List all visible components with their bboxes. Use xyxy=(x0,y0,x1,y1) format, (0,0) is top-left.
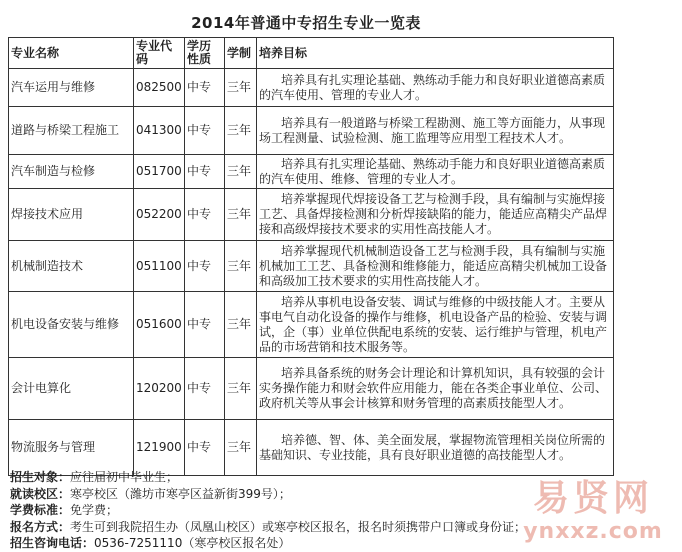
study-duration: 三年 xyxy=(225,420,257,476)
study-duration: 三年 xyxy=(225,292,257,358)
header-goal: 培养目标 xyxy=(257,38,614,69)
training-goal: 培养掌握现代焊接设备工艺与检测手段，具有编制与实施焊接工艺、具备焊接检测和分析焊接缺陷的能力，能适应高精尖产品焊接和高级焊接技术要求的实用性高技能人才。 xyxy=(257,189,614,241)
table-row xyxy=(9,241,614,292)
education-level: 中专 xyxy=(185,358,225,420)
table-header-row xyxy=(9,38,614,69)
education-level: 中专 xyxy=(185,107,225,155)
header-major: 专业名称 xyxy=(9,38,134,69)
major-code: 121900 xyxy=(134,420,185,476)
major-name: 机电设备安装与维修 xyxy=(9,292,134,358)
table-row xyxy=(9,155,614,189)
major-name: 汽车制造与检修 xyxy=(9,155,134,189)
info-value: 免学费； xyxy=(70,503,119,518)
major-name: 汽车运用与维修 xyxy=(9,69,134,107)
table-row xyxy=(9,420,614,476)
study-duration: 三年 xyxy=(225,69,257,107)
education-level: 中专 xyxy=(185,155,225,189)
major-code: 051700 xyxy=(134,155,185,189)
majors-table xyxy=(8,37,614,476)
major-code: 051600 xyxy=(134,292,185,358)
header-level: 学历性质 xyxy=(185,38,225,69)
education-level: 中专 xyxy=(185,420,225,476)
major-code: 051100 xyxy=(134,241,185,292)
education-level: 中专 xyxy=(185,241,225,292)
page-title: 2014年普通中专招生专业一览表 xyxy=(191,14,421,32)
header-code: 专业代码 xyxy=(134,38,185,69)
study-duration: 三年 xyxy=(225,155,257,189)
major-name: 机械制造技术 xyxy=(9,241,134,292)
info-label: 招生对象： xyxy=(10,470,71,484)
info-label: 报名方式： xyxy=(10,519,71,534)
major-name: 物流服务与管理 xyxy=(9,420,134,476)
table-row xyxy=(9,358,614,420)
training-goal: 培养德、智、体、美全面发展，掌握物流管理相关岗位所需的基础知识、专业技能，具有良好职业道德的高技能型人才。 xyxy=(257,420,614,476)
info-label: 就读校区： xyxy=(10,486,71,501)
watermark-text: 易贤网 xyxy=(532,478,653,519)
table-row xyxy=(9,189,614,241)
info-value: 考生可到我院招生办（凤凰山校区）或寒亭校区报名，报名时须携带户口簿或身份证； xyxy=(70,519,527,534)
table-row xyxy=(9,107,614,155)
major-code: 052200 xyxy=(134,189,185,241)
info-value: 0536-7251110（寒亭校区报名处） xyxy=(94,536,291,551)
study-duration: 三年 xyxy=(225,107,257,155)
education-level: 中专 xyxy=(185,292,225,358)
training-goal: 培养掌握现代机械制造设备工艺与检测手段，具有编制与实施机械加工工艺、具备检测和维修能力，能适应高精尖机械加工设备和高级加工技术要求的实用性高技能人才。 xyxy=(257,241,614,292)
table-row xyxy=(9,292,614,358)
training-goal: 培养从事机电设备安装、调试与维修的中级技能人才。主要从事电气自动化设备的操作与维修，机电设备产品的检验、安装与调试，企（事）业单位供配电系统的安装、运行维护与管理，机电产品的市场营销和技术服务等。 xyxy=(257,292,614,358)
study-duration: 三年 xyxy=(225,189,257,241)
table-row xyxy=(9,69,614,107)
info-label: 招生咨询电话： xyxy=(10,536,95,551)
education-level: 中专 xyxy=(185,189,225,241)
info-label: 学费标准： xyxy=(10,503,71,518)
major-name: 焊接技术应用 xyxy=(9,189,134,241)
training-goal: 培养具有一般道路与桥梁工程勘测、施工等方面能力，从事现场工程测量、试验检测、施工监理等应用型工程技术人才。 xyxy=(257,107,614,155)
major-name: 道路与桥梁工程施工 xyxy=(9,107,134,155)
watermark-url: ynxxz.com xyxy=(523,519,663,544)
training-goal: 培养具有扎实理论基础、熟练动手能力和良好职业道德高素质的汽车使用、维修、管理的专业人才。 xyxy=(257,155,614,189)
major-code: 082500 xyxy=(134,69,185,107)
major-code: 120200 xyxy=(134,358,185,420)
training-goal: 培养具有扎实理论基础、熟练动手能力和良好职业道德高素质的汽车使用、管理的专业人才。 xyxy=(257,69,614,107)
training-goal: 培养具备系统的财务会计理论和计算机知识，具有较强的会计实务操作能力和财会软件应用能力，能在各类企事业单位、公司、政府机关等从事会计核算和财务管理的高素质技能型人才。 xyxy=(257,358,614,420)
info-value: 寒亭校区（潍坊市寒亭区益新街399号）； xyxy=(70,486,291,501)
study-duration: 三年 xyxy=(225,358,257,420)
major-name: 会计电算化 xyxy=(9,358,134,420)
site-watermark xyxy=(508,479,678,551)
header-duration: 学制 xyxy=(225,38,257,69)
study-duration: 三年 xyxy=(225,241,257,292)
info-value: 应往届初中毕业生； xyxy=(70,470,179,484)
major-code: 041300 xyxy=(134,107,185,155)
education-level: 中专 xyxy=(185,69,225,107)
